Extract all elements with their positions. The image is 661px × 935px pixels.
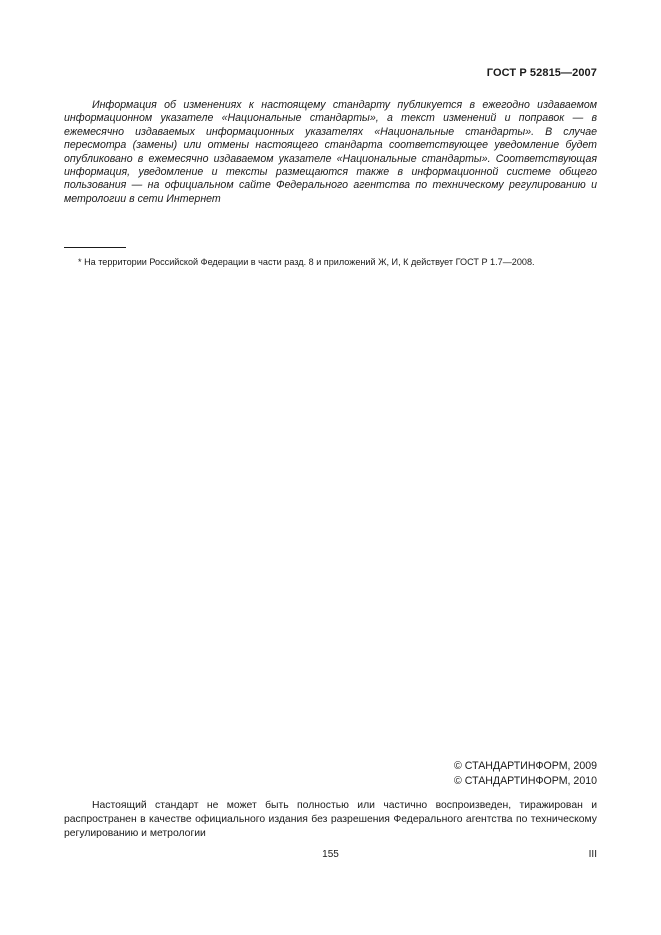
footnote-divider <box>64 247 126 248</box>
changes-notice-paragraph: Информация об изменениях к настоящему стандарту публикуется в ежегодно издаваемом информационном указателе «Национальные стандарты», а текст изменений и поправок — в ежемесячно издаваемых информационных указателях «Национальные стандарты». В случае пересмотра (замены) или отмены настоящего стандарта соответствующее уведомление будет опубликовано в ежемесячно издаваемом указателе «Национальные стандарты». Соответствующая информация, уведомление и тексты размещаются также в информационной системе общего пользования — на официальном сайте Федерального агентства по техническому регулированию и метрологии в сети Интернет <box>64 99 597 205</box>
footnote-text: * На территории Российской Федерации в части разд. 8 и приложений Ж, И, К действует ГОСТ Р 1.7—2008. <box>78 257 535 267</box>
roman-page-number: III <box>588 849 597 860</box>
copyright-line: © СТАНДАРТИНФОРМ, 2009 <box>454 760 597 772</box>
page-number: 155 <box>322 849 339 860</box>
copyright-block <box>454 759 597 789</box>
copyright-line: © СТАНДАРТИНФОРМ, 2010 <box>454 775 597 787</box>
document-code: ГОСТ Р 52815—2007 <box>486 67 597 79</box>
reproduction-notice: Настоящий стандарт не может быть полностью или частично воспроизведен, тиражирован и распространен в качестве официального издания без разрешения Федерального агентства по техническому регулированию и метрологии <box>64 800 597 840</box>
